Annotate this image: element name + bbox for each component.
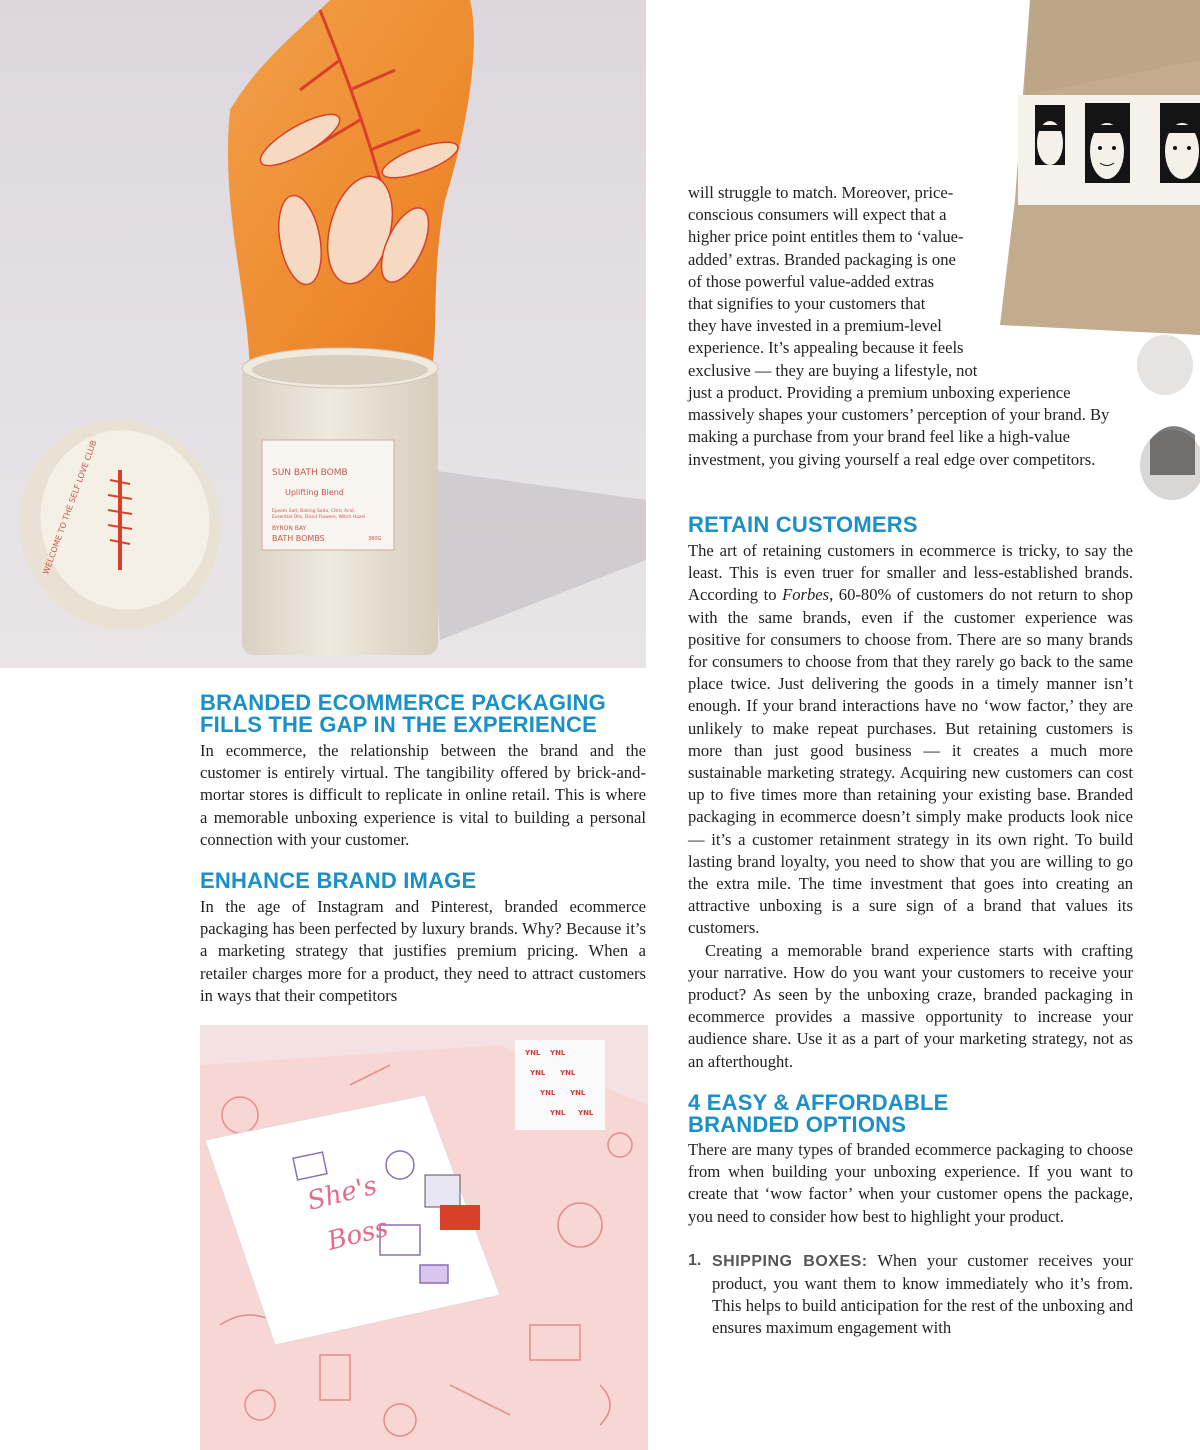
bath-bomb-illustration (0, 0, 646, 668)
sticker-4: YNL (560, 1069, 576, 1077)
sticker-5: YNL (540, 1089, 556, 1097)
retain-heading: RETAIN CUSTOMERS (688, 512, 918, 537)
intro-line-7: they have invested in a premium-level (688, 316, 942, 336)
intro-line-6: that signifies to your customers that (688, 294, 926, 314)
label-line-3: Epsom Salt, Baking Soda, Citric Acid, (272, 509, 356, 514)
option-item-1-body: When your customer receives your product, you want them to know immediately who it’s from. This helps to build anticipation for the rest of the unboxing and ensures maximum engagement with (712, 1250, 1134, 1338)
intro-line-5: of those powerful value-added extras (688, 271, 935, 291)
options-heading-line-1: 4 EASY & AFFORDABLE (688, 1090, 949, 1115)
options-body: There are many types of branded ecommerce packaging to choose from when building your unboxing experience. If you want to create that ‘wow factor’ when your customer opens the package, you need to consider how best to highlight your product. (688, 1140, 1133, 1226)
label-line-5: BYRON BAY (272, 525, 307, 532)
label-line-1: SUN BATH BOMB (272, 468, 348, 478)
enhance-body: In the age of Instagram and Pinterest, branded ecommerce packaging has been perfected by luxury brands. Why? Because it’s a marketing strategy that justifies premium pricing. When a retailer charges more for a product, they need to attract customers in ways that their competitors (200, 897, 646, 1005)
intro-line-1: will struggle to match. Moreover, price- (688, 183, 954, 202)
option-item-1 (688, 1250, 1133, 1340)
label-line-4: Essential Oils, Dried Flowers, Witch Hazel (272, 515, 366, 520)
card-text-1: She's (304, 1170, 381, 1217)
intro-line-2: conscious consumers will expect that a (688, 205, 947, 225)
branded-body: In ecommerce, the relationship between the brand and the customer is entirely virtual. The tangibility offered by brick-and-mortar stores is difficult to replicate in online retail. This is where a memorable unboxing experience is vital to building a personal connection with your customer. (200, 741, 646, 849)
bath-bomb-photo (0, 0, 646, 668)
retain-body-source: Forbes (782, 585, 830, 605)
sticker-8: YNL (578, 1109, 594, 1117)
intro-line-4: added’ extras. Branded packaging is one (688, 249, 956, 269)
intro-line-9: exclusive — they are buying a lifestyle, not (688, 360, 978, 380)
intro-line-8: experience. It’s appealing because it feels (688, 338, 964, 358)
card-text-2: Boss (324, 1212, 392, 1257)
retain-body-after: , 60-80% of customers do not return to shop with the same brands, even if the customer experience was positive for consumers to choose from. There are so many brands for consumers to choose from that they rarely go back to the same place twice. Just delivering the goods in a timely manner isn’t enough. If your brand interactions have no ‘wow factor,’ they are unlikely to make repeat purchases. But retaining customers is more than just good business — it creates a much more sustainable marketing strategy. Acquiring new customers can cost up to five times more than retaining your existing base. Branded packaging in ecommerce doesn’t simply make products look nice — it’s a customer retainment strategy in its own right. To build lasting brand loyalty, you need to show that you are willing to go the extra mile. The time investment that goes into creating an attractive unboxing is a sure sign of a brand that values its customers. (688, 585, 1133, 938)
sticker-6: YNL (570, 1089, 586, 1097)
intro-continuation (688, 182, 993, 382)
tissue-illustration (200, 1025, 648, 1450)
retain-body-before: The art of retaining customers in ecommerce is tricky, to say the least. This is even truer for smaller and less-established brands. According to (688, 541, 1133, 605)
tissue-paper-photo (200, 1025, 648, 1450)
sticker-7: YNL (550, 1109, 566, 1117)
options-heading-line-2: BRANDED OPTIONS (688, 1112, 907, 1137)
branded-heading-line-1: BRANDED ECOMMERCE PACKAGING (200, 690, 606, 715)
retain-body-2: Creating a memorable brand experience starts with crafting your narrative. How do you want your customers to receive your product? As seen by the unboxing craze, branded packaging in ecommerce provides a massive opportunity to increase your audience share. Use it as a part of your marketing strategy, not as an afterthought. (688, 940, 1133, 1071)
lid-text: WELCOME TO THE SELF LOVE CLUB (41, 439, 99, 576)
intro-line-3: higher price point entitles them to ‘value- (688, 227, 964, 247)
section-enhance (200, 870, 650, 1007)
section-options (688, 1092, 1133, 1340)
label-line-2: Uplifting Blend (285, 488, 344, 497)
option-item-1-text (712, 1250, 1133, 1340)
intro-rest: just a product. Providing a premium unboxing experience massively shapes your customers’ perception of your brand. By making a purchase from your brand feel like a high-value investment, you giving yourself a real edge over competitors. (688, 383, 1110, 469)
option-item-1-number: 1. (688, 1251, 702, 1269)
enhance-heading: ENHANCE BRAND IMAGE (200, 868, 477, 893)
label-line-6: BATH BOMBS (272, 534, 325, 543)
branded-heading-line-2: FILLS THE GAP IN THE EXPERIENCE (200, 712, 597, 737)
option-item-1-label: SHIPPING BOXES: (712, 1252, 868, 1270)
section-retain (688, 514, 1133, 1073)
sticker-1: YNL (525, 1049, 541, 1057)
label-line-7: 380G (368, 536, 382, 542)
retain-body (688, 540, 1133, 940)
sticker-3: YNL (530, 1069, 546, 1077)
section-branded (200, 692, 650, 851)
sticker-2: YNL (550, 1049, 566, 1057)
